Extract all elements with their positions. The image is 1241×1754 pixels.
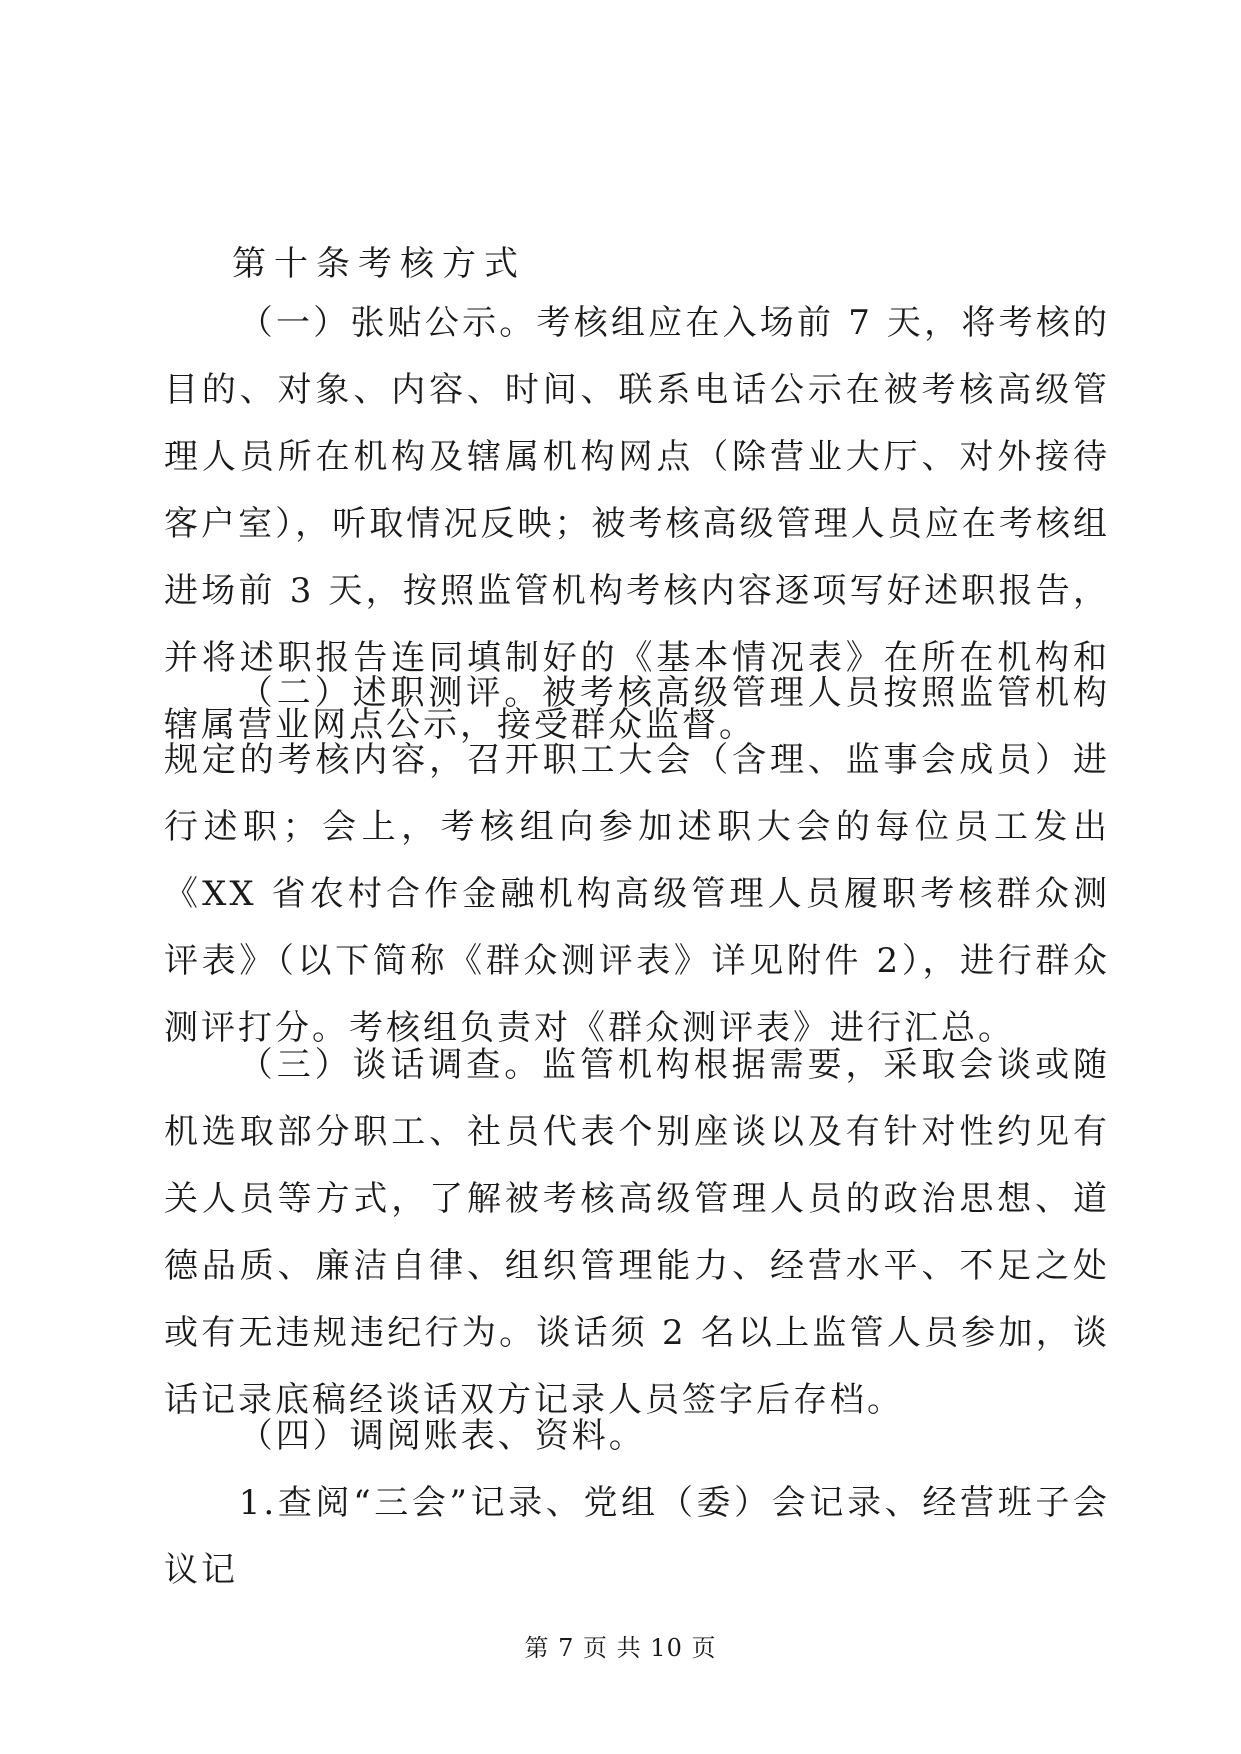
section-heading: 第十条考核方式 (232, 244, 526, 284)
paragraph-report-evaluation: （二）述职测评。被考核高级管理人员按照监管机构规定的考核内容，召开职工大会（含理、监事会成员）进行述职；会上，考核组向参加述职大会的每位员工发出《XX 省农村合作金融机构高级管理人员履职考核群众测评表》（以下简称《群众测评表》详见附件 2），进行群众测评打分。考核组负责对《群众测评表》进行汇总。 (164, 673, 1110, 1048)
paragraph-item-1: 1.查阅“三会”记录、党组（委）会记录、经营班子会议记 (164, 1483, 1110, 1590)
paragraph-interview-survey: （三）谈话调查。监管机构根据需要，采取会谈或随机选取部分职工、社员代表个别座谈以及有针对性约见有关人员等方式，了解被考核高级管理人员的政治思想、道德品质、廉洁自律、组织管理能力、经营水平、不足之处或有无违规违纪行为。谈话须 2 名以上监管人员参加，谈话记录底稿经谈话双方记录人员签字后存档。 (164, 1045, 1110, 1420)
page-number-footer: 第 7 页 共 10 页 (524, 1634, 717, 1662)
paragraph-posting-notice: （一）张贴公示。考核组应在入场前 7 天，将考核的目的、对象、内容、时间、联系电话公示在被考核高级管理人员所在机构及辖属机构网点（除营业大厅、对外接待客户室），听取情况反映；被考核高级管理人员应在考核组进场前 3 天，按照监管机构考核内容逐项写好述职报告，并将述职报告连同填制好的《基本情况表》在所在机构和辖属营业网点公示，接受群众监督。 (164, 303, 1110, 745)
paragraph-review-records: （四）调阅账表、资料。 (238, 1416, 646, 1456)
